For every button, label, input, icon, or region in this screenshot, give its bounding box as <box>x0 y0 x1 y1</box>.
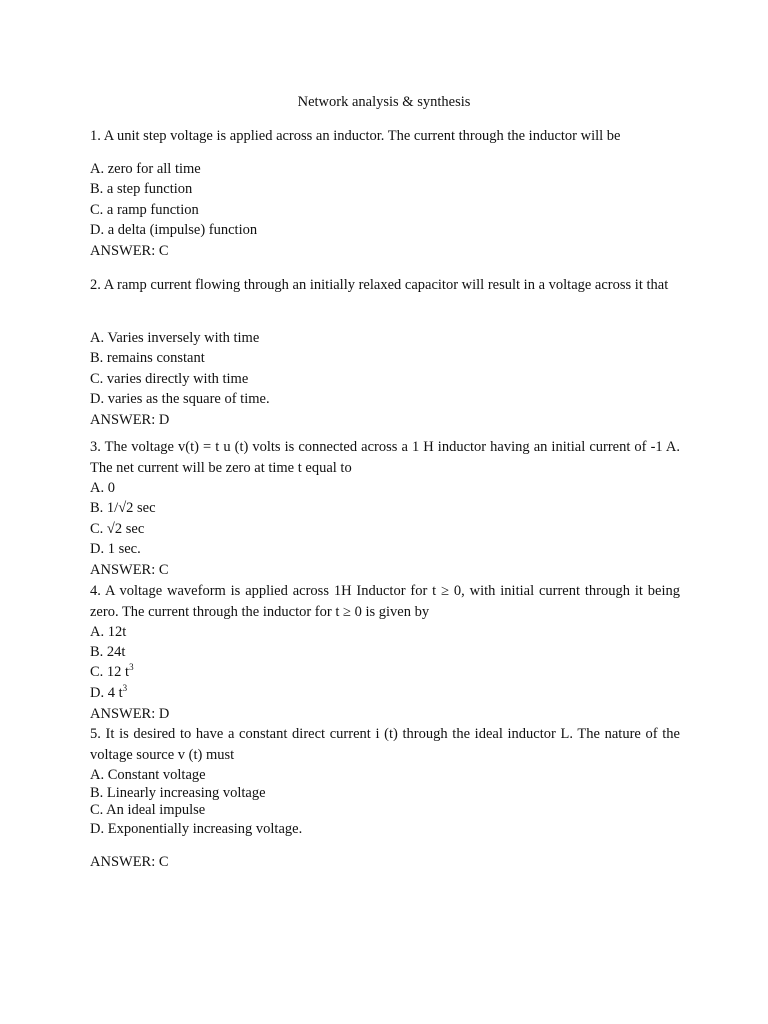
question-4-option-c-exponent: 3 <box>129 662 134 672</box>
question-5-option-c: C. An ideal impulse <box>90 802 206 818</box>
question-3-option-b: B. 1/√2 sec <box>90 500 156 516</box>
question-4-option-d-text: D. 4 t <box>90 685 123 701</box>
question-3-option-d: D. 1 sec. <box>90 541 141 557</box>
question-3-answer: ANSWER: C <box>90 562 169 578</box>
question-4-option-c-text: C. 12 t <box>90 664 130 680</box>
question-4-option-d-exponent: 3 <box>122 683 128 693</box>
question-2-option-b: B. remains constant <box>90 350 205 366</box>
question-2-option-c: C. varies directly with time <box>90 371 249 387</box>
question-1-option-b: B. a step function <box>90 181 193 197</box>
question-3-option-a: A. 0 <box>90 480 115 496</box>
page-title: Network analysis & synthesis <box>297 94 471 110</box>
question-2-option-d: D. varies as the square of time. <box>90 391 270 407</box>
question-5-answer: ANSWER: C <box>90 854 169 870</box>
question-1-option-a: A. zero for all time <box>90 161 201 177</box>
question-4-option-d <box>90 684 127 702</box>
question-1-option-d: D. a delta (impulse) function <box>90 222 258 238</box>
question-5-option-d: D. Exponentially increasing voltage. <box>90 821 303 837</box>
question-1-option-c: C. a ramp function <box>90 202 199 218</box>
question-2-option-a: A. Varies inversely with time <box>90 330 260 346</box>
question-2-answer: ANSWER: D <box>90 412 170 428</box>
question-3-option-c: C. √2 sec <box>90 521 145 537</box>
question-1-answer: ANSWER: C <box>90 243 169 259</box>
question-4-option-a: A. 12t <box>90 624 127 640</box>
question-3-text: 3. The voltage v(t) = t u (t) volts is connected across a 1 H inductor having an initial current of -1 A. The net current will be zero at time t equal to <box>90 439 680 476</box>
question-4-option-c <box>90 663 134 681</box>
question-4-option-b: B. 24t <box>90 644 126 660</box>
question-2-text: 2. A ramp current flowing through an initially relaxed capacitor will result in a voltage across it that <box>90 277 669 293</box>
question-5-text: 5. It is desired to have a constant direct current i (t) through the ideal inductor L. The nature of the voltage source v (t) must <box>90 726 680 763</box>
question-4-answer: ANSWER: D <box>90 706 170 722</box>
question-1-text: 1. A unit step voltage is applied across an inductor. The current through the inductor will be <box>90 128 621 144</box>
question-5-option-a: A. Constant voltage <box>90 767 206 783</box>
question-5-option-b: B. Linearly increasing voltage <box>90 785 266 801</box>
question-4-text: 4. A voltage waveform is applied across 1H Inductor for t ≥ 0, with initial current through it being zero. The current through the inductor for t ≥ 0 is given by <box>90 583 680 620</box>
